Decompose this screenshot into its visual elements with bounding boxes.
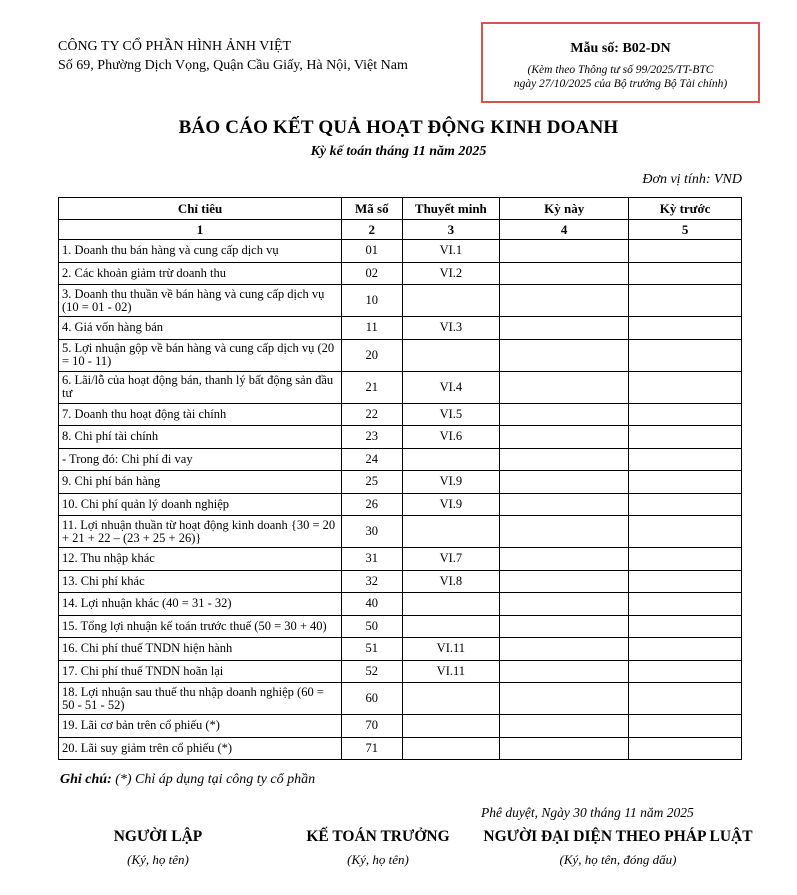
row-indicator-name: 5. Lợi nhuận gộp về bán hàng và cung cấp dịch vụ (20 = 10 - 11)	[59, 339, 342, 371]
row-current-value	[500, 426, 629, 449]
signature-chief-accountant	[296, 828, 460, 868]
row-code: 50	[342, 615, 402, 638]
row-previous-value	[629, 493, 742, 516]
row-current-value	[500, 638, 629, 661]
row-code: 23	[342, 426, 402, 449]
row-code: 70	[342, 715, 402, 738]
table-row	[59, 317, 742, 340]
table-row	[59, 285, 742, 317]
table-index-row	[59, 220, 742, 240]
index-cell: 4	[500, 220, 629, 240]
row-current-value	[500, 262, 629, 285]
row-previous-value	[629, 371, 742, 403]
row-code: 31	[342, 548, 402, 571]
row-previous-value	[629, 638, 742, 661]
index-cell: 1	[59, 220, 342, 240]
row-previous-value	[629, 548, 742, 571]
row-code: 02	[342, 262, 402, 285]
row-current-value	[500, 403, 629, 426]
row-code: 32	[342, 570, 402, 593]
signature-hint: (Ký, họ tên)	[127, 852, 189, 867]
row-note	[402, 615, 500, 638]
row-previous-value	[629, 426, 742, 449]
row-note	[402, 737, 500, 760]
row-indicator-name: 17. Chi phí thuế TNDN hoãn lại	[59, 660, 342, 683]
row-note	[402, 339, 500, 371]
table-row	[59, 638, 742, 661]
row-note: VI.1	[402, 240, 500, 263]
company-info	[58, 37, 408, 75]
table-row	[59, 737, 742, 760]
row-note: VI.8	[402, 570, 500, 593]
table-row	[59, 660, 742, 683]
report-period: Kỳ kế toán tháng 11 năm 2025	[310, 144, 487, 159]
row-current-value	[500, 516, 629, 548]
row-note: VI.2	[402, 262, 500, 285]
table-row	[59, 593, 742, 616]
table-row	[59, 570, 742, 593]
row-code: 40	[342, 593, 402, 616]
row-note: VI.5	[402, 403, 500, 426]
row-previous-value	[629, 448, 742, 471]
header-current-period: Kỳ này	[500, 198, 629, 220]
header-indicator: Chỉ tiêu	[59, 198, 342, 220]
table-row	[59, 615, 742, 638]
row-code: 71	[342, 737, 402, 760]
row-code: 52	[342, 660, 402, 683]
row-previous-value	[629, 683, 742, 715]
row-code: 26	[342, 493, 402, 516]
row-code: 60	[342, 683, 402, 715]
row-current-value	[500, 660, 629, 683]
row-indicator-name: 8. Chi phí tài chính	[59, 426, 342, 449]
row-note	[402, 683, 500, 715]
approval-date: Phê duyệt, Ngày 30 tháng 11 năm 2025	[481, 805, 694, 820]
row-indicator-name: 9. Chi phí bán hàng	[59, 471, 342, 494]
row-current-value	[500, 683, 629, 715]
row-note	[402, 285, 500, 317]
row-indicator-name: - Trong đó: Chi phí đi vay	[59, 448, 342, 471]
row-indicator-name: 4. Giá vốn hàng bán	[59, 317, 342, 340]
table-row	[59, 262, 742, 285]
row-indicator-name: 13. Chi phí khác	[59, 570, 342, 593]
row-current-value	[500, 737, 629, 760]
form-code-box	[481, 22, 760, 103]
row-current-value	[500, 339, 629, 371]
header-previous-period: Kỳ trước	[629, 198, 742, 220]
row-current-value	[500, 493, 629, 516]
row-previous-value	[629, 516, 742, 548]
row-current-value	[500, 448, 629, 471]
row-code: 22	[342, 403, 402, 426]
row-code: 30	[342, 516, 402, 548]
row-indicator-name: 12. Thu nhập khác	[59, 548, 342, 571]
row-note: VI.9	[402, 493, 500, 516]
table-row	[59, 493, 742, 516]
row-indicator-name: 15. Tổng lợi nhuận kế toán trước thuế (50 = 30 + 40)	[59, 615, 342, 638]
row-indicator-name: 19. Lãi cơ bản trên cổ phiếu (*)	[59, 715, 342, 738]
signature-role: KẾ TOÁN TRƯỞNG	[306, 828, 450, 845]
row-code: 51	[342, 638, 402, 661]
table-row	[59, 240, 742, 263]
row-previous-value	[629, 615, 742, 638]
row-current-value	[500, 615, 629, 638]
row-previous-value	[629, 240, 742, 263]
footnote-label: Ghi chú:	[60, 772, 112, 787]
row-current-value	[500, 317, 629, 340]
row-current-value	[500, 715, 629, 738]
form-reference-line-2: ngày 27/10/2025 của Bộ trưởng Bộ Tài chính)	[513, 78, 728, 90]
index-cell: 5	[629, 220, 742, 240]
row-previous-value	[629, 403, 742, 426]
table-row	[59, 403, 742, 426]
row-code: 21	[342, 371, 402, 403]
row-note: VI.11	[402, 638, 500, 661]
signature-role: NGƯỜI LẬP	[113, 828, 203, 845]
table-row	[59, 548, 742, 571]
row-current-value	[500, 285, 629, 317]
header-note: Thuyết minh	[402, 198, 500, 220]
signature-hint: (Ký, họ tên, đóng dấu)	[559, 852, 677, 867]
table-row	[59, 471, 742, 494]
table-row	[59, 426, 742, 449]
row-indicator-name: 1. Doanh thu bán hàng và cung cấp dịch vụ	[59, 240, 342, 263]
row-code: 25	[342, 471, 402, 494]
row-note	[402, 715, 500, 738]
row-indicator-name: 3. Doanh thu thuần về bán hàng và cung cấp dịch vụ (10 = 01 - 02)	[59, 285, 342, 317]
row-previous-value	[629, 317, 742, 340]
row-code: 01	[342, 240, 402, 263]
table-body	[59, 240, 742, 760]
row-previous-value	[629, 593, 742, 616]
company-address: Số 69, Phường Dịch Vọng, Quận Cầu Giấy, Hà Nội, Việt Nam	[58, 58, 408, 73]
row-indicator-name: 10. Chi phí quản lý doanh nghiệp	[59, 493, 342, 516]
form-reference	[483, 63, 758, 91]
row-current-value	[500, 593, 629, 616]
row-indicator-name: 18. Lợi nhuận sau thuế thu nhập doanh nghiệp (60 = 50 - 51 - 52)	[59, 683, 342, 715]
row-current-value	[500, 371, 629, 403]
row-code: 24	[342, 448, 402, 471]
row-code: 10	[342, 285, 402, 317]
row-indicator-name: 2. Các khoản giảm trừ doanh thu	[59, 262, 342, 285]
table-header-row	[59, 198, 742, 220]
row-current-value	[500, 240, 629, 263]
row-note: VI.11	[402, 660, 500, 683]
row-previous-value	[629, 262, 742, 285]
footnote-text: (*) Chỉ áp dụng tại công ty cổ phần	[115, 772, 316, 787]
header-code: Mã số	[342, 198, 402, 220]
signature-hint: (Ký, họ tên)	[347, 852, 409, 867]
row-indicator-name: 16. Chi phí thuế TNDN hiện hành	[59, 638, 342, 661]
table-row	[59, 371, 742, 403]
row-previous-value	[629, 339, 742, 371]
row-note: VI.4	[402, 371, 500, 403]
company-name: CÔNG TY CỔ PHẦN HÌNH ẢNH VIỆT	[58, 39, 292, 54]
row-code: 11	[342, 317, 402, 340]
row-previous-value	[629, 715, 742, 738]
row-previous-value	[629, 285, 742, 317]
row-indicator-name: 11. Lợi nhuận thuần từ hoạt động kinh doanh {30 = 20 + 21 + 22 – (23 + 25 + 26)}	[59, 516, 342, 548]
row-note	[402, 516, 500, 548]
row-current-value	[500, 570, 629, 593]
table-row	[59, 683, 742, 715]
row-current-value	[500, 471, 629, 494]
signature-role: NGƯỜI ĐẠI DIỆN THEO PHÁP LUẬT	[483, 828, 753, 845]
row-indicator-name: 20. Lãi suy giảm trên cổ phiếu (*)	[59, 737, 342, 760]
row-indicator-name: 6. Lãi/lỗ của hoạt động bán, thanh lý bất động sản đầu tư	[59, 371, 342, 403]
table-row	[59, 516, 742, 548]
currency-unit: Đơn vị tính: VND	[642, 172, 742, 187]
row-note: VI.6	[402, 426, 500, 449]
row-note	[402, 593, 500, 616]
table-row	[59, 339, 742, 371]
index-cell: 3	[402, 220, 500, 240]
row-previous-value	[629, 737, 742, 760]
row-note: VI.7	[402, 548, 500, 571]
row-indicator-name: 14. Lợi nhuận khác (40 = 31 - 32)	[59, 593, 342, 616]
signature-legal-representative	[477, 828, 759, 868]
row-note: VI.3	[402, 317, 500, 340]
row-indicator-name: 7. Doanh thu hoạt động tài chính	[59, 403, 342, 426]
signature-preparer	[88, 828, 228, 868]
row-previous-value	[629, 570, 742, 593]
table-row	[59, 715, 742, 738]
row-note: VI.9	[402, 471, 500, 494]
report-title: BÁO CÁO KẾT QUẢ HOẠT ĐỘNG KINH DOANH	[178, 117, 619, 138]
row-current-value	[500, 548, 629, 571]
index-cell: 2	[342, 220, 402, 240]
row-previous-value	[629, 660, 742, 683]
row-previous-value	[629, 471, 742, 494]
income-statement-table	[58, 197, 742, 760]
footnote	[60, 772, 315, 788]
row-note	[402, 448, 500, 471]
form-reference-line-1: (Kèm theo Thông tư số 99/2025/TT-BTC	[527, 64, 714, 76]
table-row	[59, 448, 742, 471]
form-code: Mẫu số: B02-DN	[570, 41, 671, 56]
row-code: 20	[342, 339, 402, 371]
